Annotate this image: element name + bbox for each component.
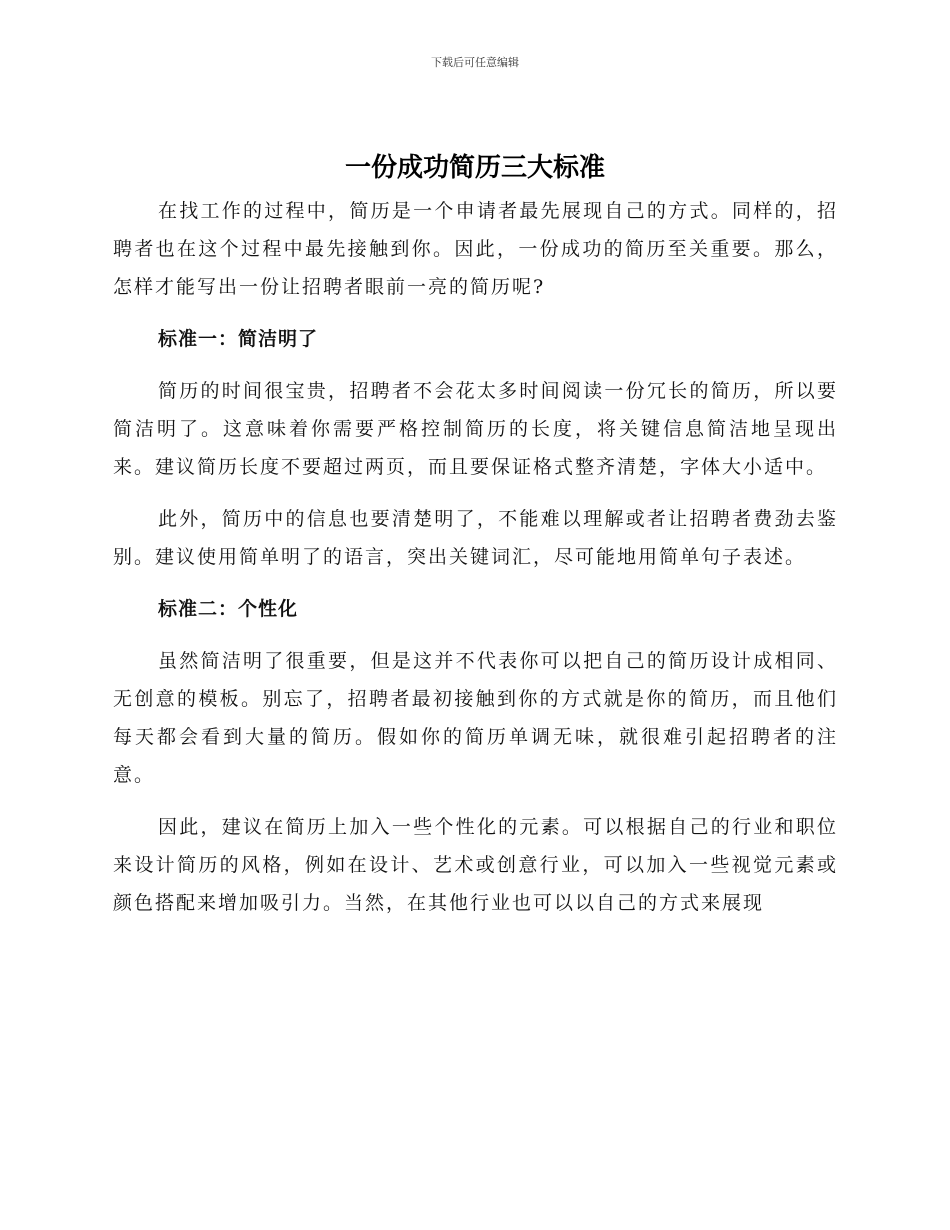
document-body xyxy=(113,192,838,922)
body-paragraph: 简历的时间很宝贵，招聘者不会花太多时间阅读一份冗长的简历，所以要简洁明了。这意味着你需要严格控制简历的长度，将关键信息简洁地呈现出来。建议简历长度不要超过两页，而且要保证格式整齐清楚，字体大小适中。 xyxy=(113,380,838,478)
page-header-note: 下载后可任意编辑 xyxy=(431,56,519,69)
section-heading-standard-1: 标准一：简洁明了 xyxy=(158,328,319,350)
intro-paragraph: 在找工作的过程中，简历是一个申请者最先展现自己的方式。同样的，招聘者也在这个过程中最先接触到你。因此，一份成功的简历至关重要。那么，怎样才能写出一份让招聘者眼前一亮的简历呢? xyxy=(113,200,838,298)
document-title: 一份成功简历三大标准 xyxy=(344,153,605,183)
body-paragraph: 虽然简洁明了很重要，但是这并不代表你可以把自己的简历设计成相同、无创意的模板。别忘了，招聘者最初接触到你的方式就是你的简历，而且他们每天都会看到大量的简历。假如你的简历单调无味，就很难引起招聘者的注意。 xyxy=(113,650,838,786)
section-heading-standard-2: 标准二：个性化 xyxy=(158,598,299,620)
body-paragraph: 此外，简历中的信息也要清楚明了，不能难以理解或者让招聘者费劲去鉴别。建议使用简单明了的语言，突出关键词汇，尽可能地用简单句子表述。 xyxy=(113,508,838,568)
body-paragraph: 因此，建议在简历上加入一些个性化的元素。可以根据自己的行业和职位来设计简历的风格，例如在设计、艺术或创意行业，可以加入一些视觉元素或颜色搭配来增加吸引力。当然，在其他行业也可以以自己的方式来展现 xyxy=(113,816,838,914)
